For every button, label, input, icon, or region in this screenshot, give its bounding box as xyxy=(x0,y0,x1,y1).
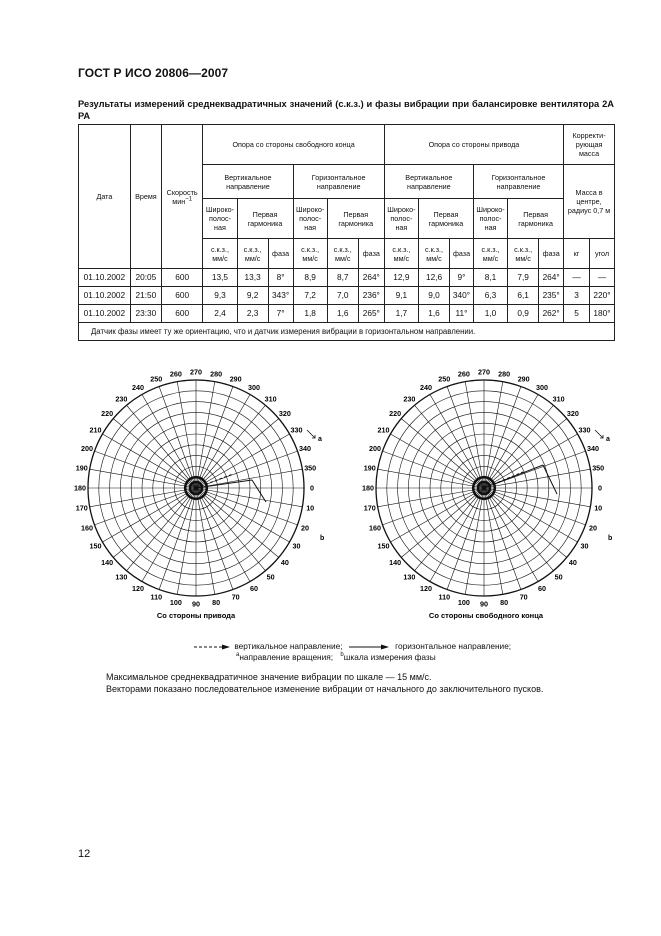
angle-label: 30 xyxy=(292,541,301,551)
polar-caption: Со стороны свободного конца xyxy=(428,611,544,620)
angle-label: 120 xyxy=(420,584,432,594)
horizontal-arrow-icon xyxy=(347,643,391,651)
header-first-harmonic: Первая гармоника xyxy=(327,199,384,239)
cell-value: 8,1 xyxy=(473,269,507,287)
header-broadband: Широко-полос-ная xyxy=(384,199,418,239)
cell-value: 12,6 xyxy=(418,269,449,287)
header-rms-unit: с.к.з., мм/с xyxy=(237,239,268,269)
angle-label: 60 xyxy=(250,584,258,594)
document-header: ГОСТ Р ИСО 20806—2007 xyxy=(78,66,229,80)
angle-label: 230 xyxy=(115,394,128,404)
angle-label: 190 xyxy=(363,463,376,473)
header-free-horizontal: Горизонтальное направление xyxy=(293,165,384,199)
rotation-mark-a xyxy=(595,430,603,438)
angle-label: 40 xyxy=(280,558,289,568)
cell-value: 1,6 xyxy=(418,305,449,323)
polar-caption: Со стороны привода xyxy=(156,611,236,620)
cell-value: 1,0 xyxy=(473,305,507,323)
table-row xyxy=(79,287,615,305)
angle-label: 40 xyxy=(568,558,577,568)
header-phase: фаза xyxy=(539,239,564,269)
cell-date: 01.10.2002 xyxy=(79,305,131,323)
angle-label: 70 xyxy=(519,592,528,602)
cell-value: 1,8 xyxy=(293,305,327,323)
cell-value: 8,7 xyxy=(327,269,358,287)
cell-value: — xyxy=(590,269,615,287)
cell-speed: 600 xyxy=(161,269,202,287)
header-rms-unit: с.к.з., мм/с xyxy=(384,239,418,269)
cell-value: 7,0 xyxy=(327,287,358,305)
angle-label: 280 xyxy=(210,369,223,379)
angle-label: 240 xyxy=(132,383,144,393)
cell-value: 8,9 xyxy=(293,269,327,287)
cell-value: 1,6 xyxy=(327,305,358,323)
angle-label: 70 xyxy=(231,592,240,602)
table-caption: Результаты измерений среднеквадратичных значений (с.к.з.) и фазы вибрации при балансировке вентилятора 2А РА xyxy=(78,99,614,121)
angle-label: 200 xyxy=(369,443,381,453)
angle-label: 180 xyxy=(74,483,86,493)
cell-date: 01.10.2002 xyxy=(79,269,131,287)
cell-value: 12,9 xyxy=(384,269,418,287)
header-drive-horizontal: Горизонтальное направление xyxy=(473,165,563,199)
angle-label: 140 xyxy=(389,558,402,568)
header-drive-vertical: Вертикальное направление xyxy=(384,165,473,199)
cell-time: 21:50 xyxy=(130,287,161,305)
cell-value: 8° xyxy=(268,269,293,287)
vertical-dashed-arrow-icon xyxy=(192,643,232,651)
angle-label: 270 xyxy=(478,368,490,377)
cell-value: 262° xyxy=(539,305,564,323)
cell-speed: 600 xyxy=(161,287,202,305)
cell-value: 7,2 xyxy=(293,287,327,305)
cell-value: 9,2 xyxy=(237,287,268,305)
angle-label: 260 xyxy=(457,369,470,379)
cell-value: 0,9 xyxy=(508,305,539,323)
legend-sup-a: a xyxy=(236,652,240,659)
phase-scale-mark-b-label: b xyxy=(320,535,325,542)
angle-label: 90 xyxy=(192,599,200,609)
note-max-rms: Максимальное среднеквадратичное значение вибрации по шкале — 15 мм/с. xyxy=(106,672,432,682)
header-mass-center: Масса в центре, радиус 0,7 м xyxy=(564,165,615,239)
rotation-mark-a-label: a xyxy=(318,436,322,443)
cell-value: 6,1 xyxy=(508,287,539,305)
angle-label: 340 xyxy=(299,443,311,453)
rotation-mark-a xyxy=(307,430,315,438)
angle-label: 230 xyxy=(403,394,416,404)
cell-value: 2,3 xyxy=(237,305,268,323)
cell-value: 13,3 xyxy=(237,269,268,287)
phase-scale-mark-b-label: b xyxy=(608,535,613,542)
angle-label: 200 xyxy=(81,443,93,453)
angle-label: 20 xyxy=(301,523,309,533)
angle-label: 150 xyxy=(89,541,102,551)
cell-value: 1,7 xyxy=(384,305,418,323)
angle-label: 130 xyxy=(115,572,128,582)
angle-label: 330 xyxy=(578,425,591,435)
header-rms-unit: с.к.з., мм/с xyxy=(473,239,507,269)
table-row xyxy=(79,305,615,323)
header-phase: фаза xyxy=(358,239,384,269)
header-angle: угол xyxy=(590,239,615,269)
header-date: Дата xyxy=(79,125,131,269)
angle-label: 150 xyxy=(377,541,390,551)
cell-value: 2,4 xyxy=(203,305,237,323)
angle-label: 310 xyxy=(552,394,565,404)
cell-value: 235° xyxy=(539,287,564,305)
legend-sup-b: b xyxy=(340,652,344,659)
legend-phase-scale-label: шкала измерения фазы xyxy=(343,652,436,662)
header-correction-mass: Корректи-рующая масса xyxy=(564,125,615,165)
header-first-harmonic: Первая гармоника xyxy=(418,199,473,239)
cell-value: 9° xyxy=(450,269,474,287)
header-kg: кг xyxy=(564,239,590,269)
header-phase: фаза xyxy=(450,239,474,269)
angle-label: 250 xyxy=(438,374,451,384)
angle-label: 160 xyxy=(81,523,93,533)
header-phase: фаза xyxy=(268,239,293,269)
angle-label: 330 xyxy=(290,425,303,435)
angle-label: 280 xyxy=(498,369,511,379)
cell-value: 343° xyxy=(268,287,293,305)
cell-speed: 600 xyxy=(161,305,202,323)
polar-diagram-free-end xyxy=(358,368,628,626)
cell-value: 7° xyxy=(268,305,293,323)
legend-vertical-label: вертикальное направление; xyxy=(234,641,343,651)
cell-value: 340° xyxy=(450,287,474,305)
header-rms-unit: с.к.з., мм/с xyxy=(418,239,449,269)
cell-value: 3 xyxy=(564,287,590,305)
cell-value: 6,3 xyxy=(473,287,507,305)
header-broadband: Широко-полос-ная xyxy=(203,199,237,239)
measurement-table xyxy=(78,124,615,341)
angle-label: 30 xyxy=(580,541,589,551)
angle-label: 310 xyxy=(264,394,277,404)
header-rms-unit: с.к.з., мм/с xyxy=(327,239,358,269)
angle-label: 210 xyxy=(377,425,390,435)
table-row xyxy=(79,269,615,287)
angle-label: 140 xyxy=(101,558,114,568)
cell-value: 9,0 xyxy=(418,287,449,305)
header-speed xyxy=(161,125,202,269)
angle-label: 50 xyxy=(266,572,275,582)
angle-label: 300 xyxy=(248,383,260,393)
angle-label: 60 xyxy=(538,584,546,594)
angle-label: 340 xyxy=(587,443,599,453)
cell-time: 23:30 xyxy=(130,305,161,323)
angle-label: 220 xyxy=(389,409,402,418)
angle-label: 170 xyxy=(75,503,88,513)
angle-label: 90 xyxy=(480,599,488,609)
angle-label: 50 xyxy=(554,572,563,582)
angle-label: 130 xyxy=(403,572,416,582)
angle-label: 320 xyxy=(278,409,291,418)
angle-label: 110 xyxy=(438,592,451,602)
header-speed-label: Скорость xyxy=(166,187,198,197)
angle-label: 80 xyxy=(212,597,221,607)
angle-label: 10 xyxy=(306,503,315,513)
header-time: Время xyxy=(130,125,161,269)
angle-label: 290 xyxy=(517,374,530,384)
cell-value: 13,5 xyxy=(203,269,237,287)
angle-label: 180 xyxy=(362,483,374,493)
polar-diagram-drive-side xyxy=(70,368,340,626)
header-first-harmonic: Первая гармоника xyxy=(237,199,293,239)
rotation-mark-a-label: a xyxy=(606,436,610,443)
cell-date: 01.10.2002 xyxy=(79,287,131,305)
note-vectors: Векторами показано последовательное изменение вибрации от начального до заключительного пусков. xyxy=(106,684,544,694)
angle-label: 220 xyxy=(101,409,114,418)
angle-label: 120 xyxy=(132,584,144,594)
angle-label: 290 xyxy=(229,374,242,384)
cell-value: 11° xyxy=(450,305,474,323)
legend-line-1 xyxy=(232,641,511,651)
angle-label: 100 xyxy=(169,597,182,607)
angle-label: 100 xyxy=(457,597,470,607)
cell-value: 9,1 xyxy=(384,287,418,305)
header-rms-unit: с.к.з., мм/с xyxy=(203,239,237,269)
angle-label: 160 xyxy=(369,523,381,533)
cell-value: 264° xyxy=(539,269,564,287)
angle-label: 350 xyxy=(304,463,317,473)
angle-label: 250 xyxy=(150,374,163,384)
angle-label: 240 xyxy=(420,383,432,393)
angle-label: 270 xyxy=(190,368,202,377)
cell-value: — xyxy=(564,269,590,287)
cell-value: 5 xyxy=(564,305,590,323)
angle-label: 170 xyxy=(363,503,376,513)
table-note: Датчик фазы имеет ту же ориентацию, что и датчик измерения вибрации в горизонтальном направлении. xyxy=(79,323,615,341)
legend-rotation-label: направление вращения; xyxy=(239,652,334,662)
header-rms-unit: с.к.з., мм/с xyxy=(293,239,327,269)
cell-value: 180° xyxy=(590,305,615,323)
angle-label: 210 xyxy=(89,425,102,435)
legend-line-2 xyxy=(236,652,436,662)
cell-value: 9,3 xyxy=(203,287,237,305)
header-speed-exp: −1 xyxy=(185,196,193,203)
angle-label: 190 xyxy=(75,463,88,473)
header-free-end: Опора со стороны свободного конца xyxy=(203,125,384,165)
angle-label: 80 xyxy=(500,597,509,607)
header-broadband: Широко-полос-ная xyxy=(473,199,507,239)
header-broadband: Широко-полос-ная xyxy=(293,199,327,239)
legend-horizontal-label: горизонтальное направление; xyxy=(395,641,512,651)
header-first-harmonic: Первая гармоника xyxy=(508,199,564,239)
angle-label: 260 xyxy=(169,369,182,379)
header-free-vertical: Вертикальное направление xyxy=(203,165,293,199)
angle-label: 10 xyxy=(594,503,603,513)
header-rms-unit: с.к.з., мм/с xyxy=(508,239,539,269)
cell-value: 236° xyxy=(358,287,384,305)
cell-value: 220° xyxy=(590,287,615,305)
angle-label: 0 xyxy=(310,483,314,493)
angle-label: 320 xyxy=(566,409,579,418)
cell-value: 7,9 xyxy=(508,269,539,287)
cell-value: 265° xyxy=(358,305,384,323)
angle-label: 350 xyxy=(592,463,605,473)
angle-label: 20 xyxy=(589,523,597,533)
angle-label: 300 xyxy=(536,383,548,393)
angle-label: 0 xyxy=(598,483,602,493)
angle-label: 110 xyxy=(150,592,163,602)
cell-value: 264° xyxy=(358,269,384,287)
page-number: 12 xyxy=(78,848,91,860)
header-speed-unit: мин xyxy=(172,196,186,206)
header-drive-end: Опора со стороны привода xyxy=(384,125,563,165)
cell-time: 20:05 xyxy=(130,269,161,287)
